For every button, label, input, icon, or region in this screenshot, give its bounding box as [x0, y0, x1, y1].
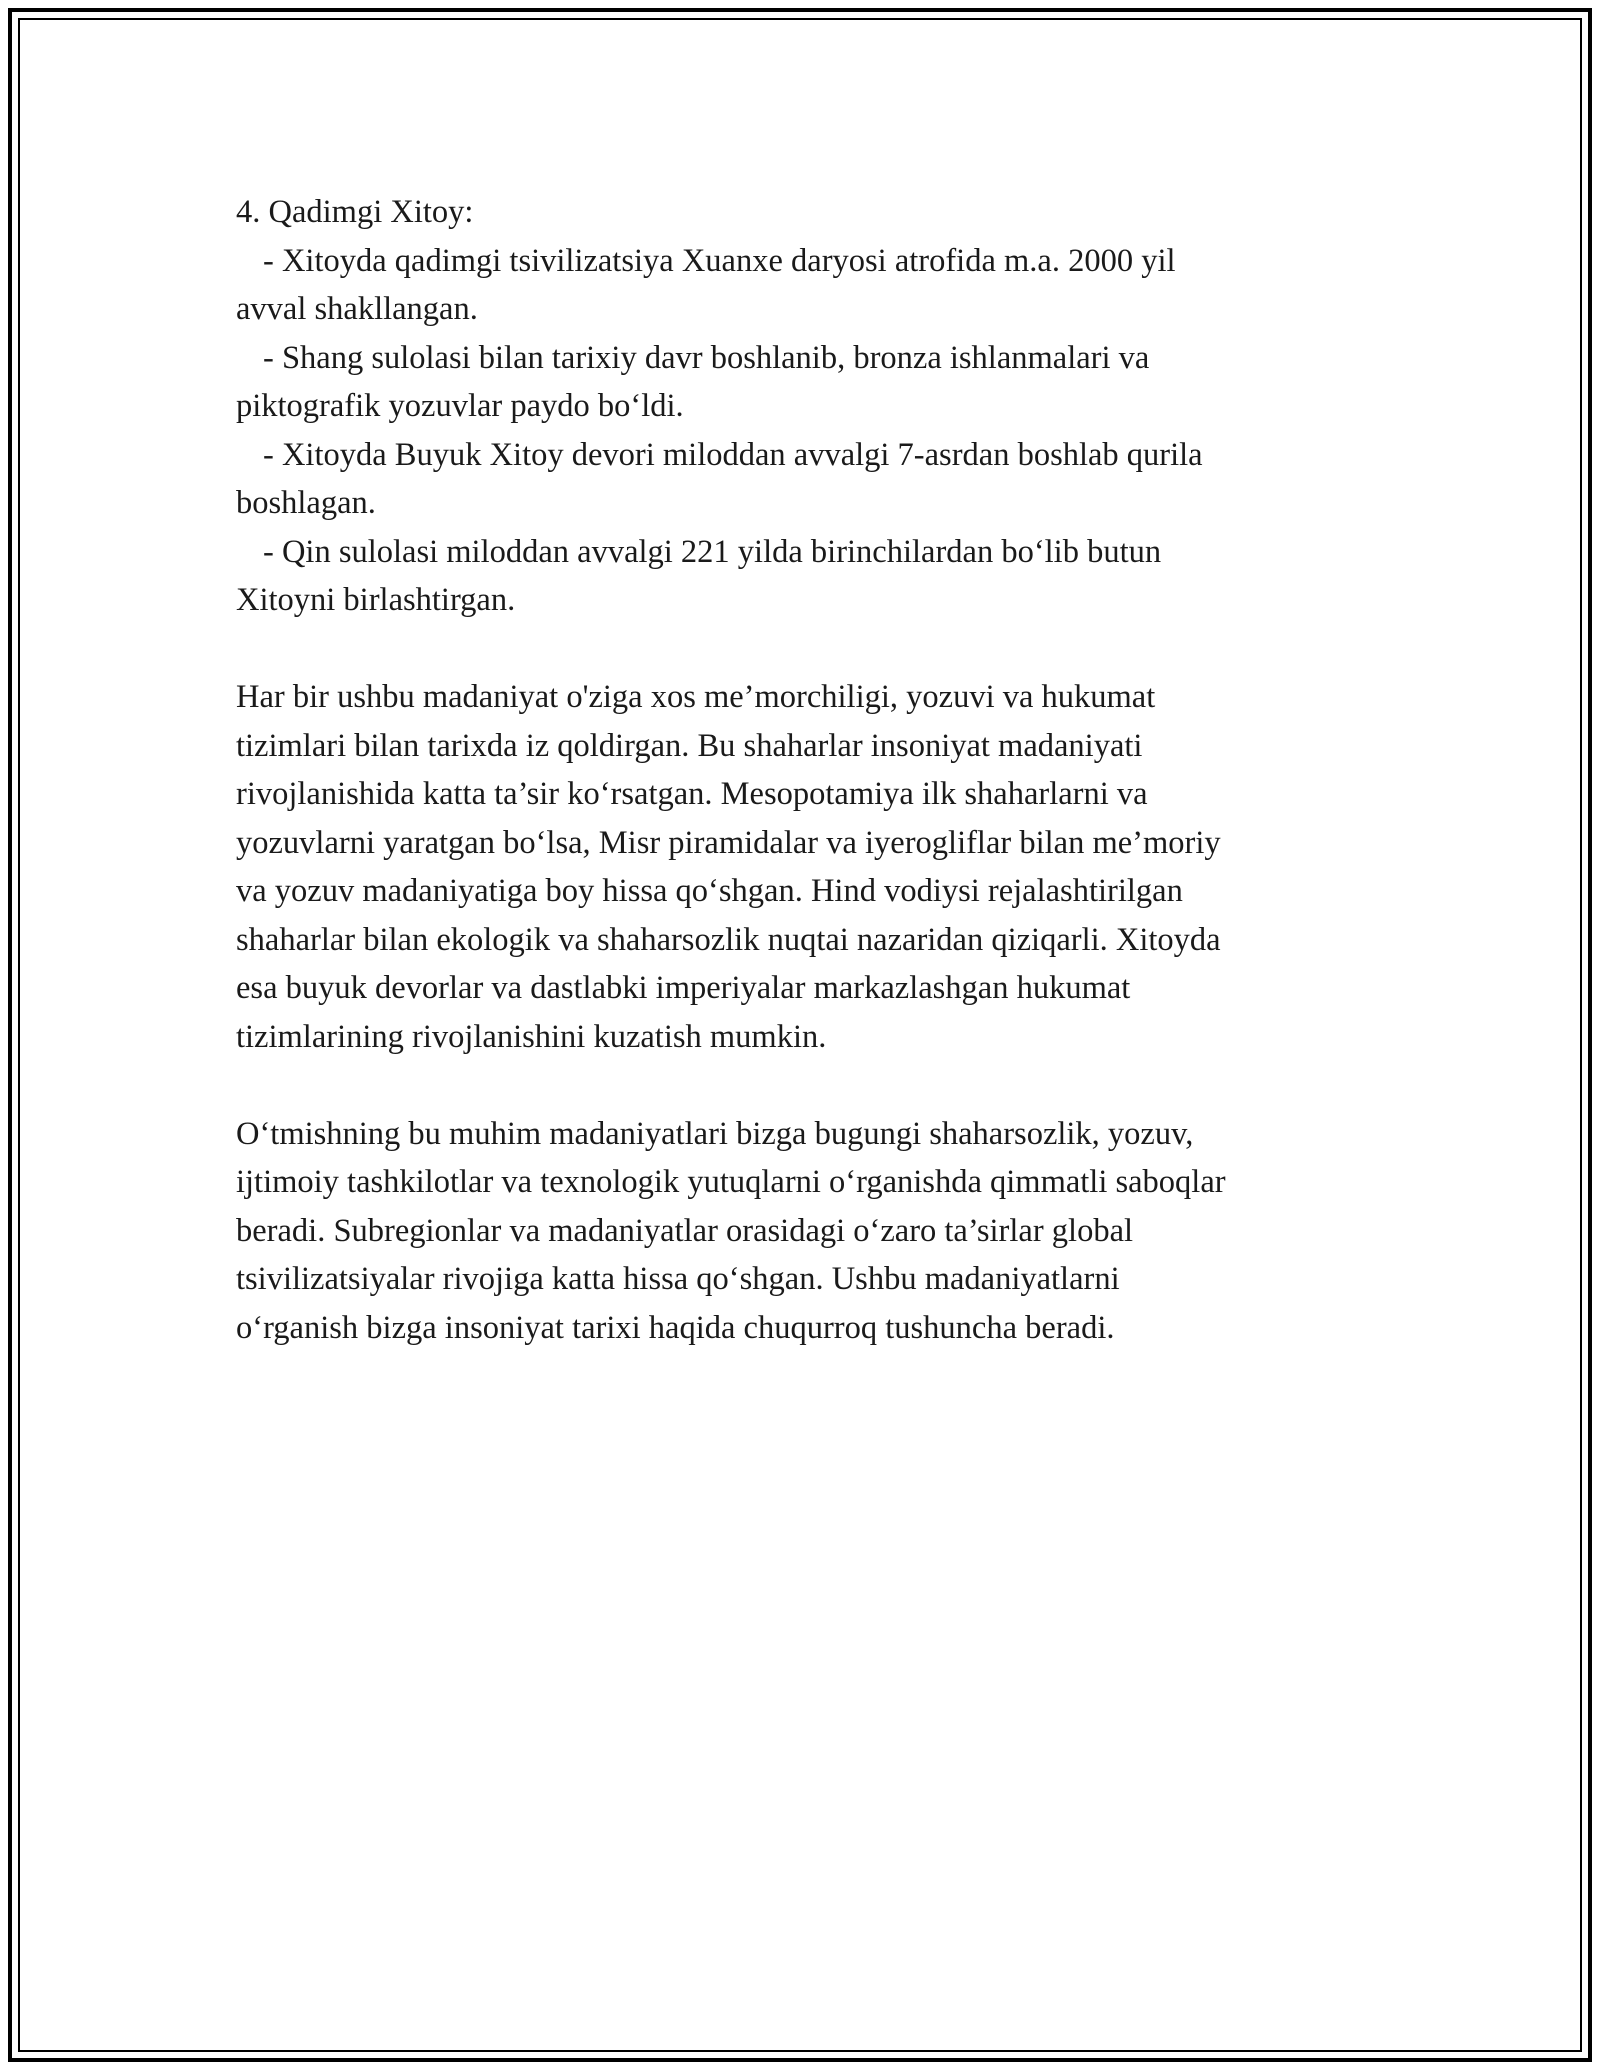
paragraph-line: O‘tmishning bu muhim madaniyatlari bizga bugungi shaharsozlik, yozuv, — [236, 1115, 1194, 1152]
paragraph-summary — [236, 673, 1366, 1061]
bullet-item — [236, 237, 1366, 334]
bullet-line: piktografik yozuvlar paydo bo‘ldi. — [236, 388, 684, 424]
paragraph-line: Har bir ushbu madaniyat o'ziga xos me’morchiligi, yozuvi va hukumat — [236, 679, 1156, 715]
bullet-line: - Xitoyda qadimgi tsivilizatsiya Xuanxe daryosi atrofida m.a. 2000 yil — [263, 242, 1176, 279]
paragraph-line: yozuvlarni yaratgan bo‘lsa, Misr piramidalar va iyerogliflar bilan me’moriy — [236, 824, 1221, 861]
paragraph-line: tizimlarining rivojlanishini kuzatish mumkin. — [236, 1018, 827, 1055]
paragraph-line: shaharlar bilan ekologik va shaharsozlik nuqtai nazaridan qiziqarli. Xitoyda — [236, 921, 1221, 958]
bullet-line: boshlagan. — [236, 485, 376, 521]
paragraph-line: rivojlanishida katta ta’sir ko‘rsatgan. Mesopotamiya ilk shaharlarni va — [236, 776, 1148, 812]
paragraph-spacer — [236, 1061, 1366, 1110]
bullet-item — [236, 431, 1366, 528]
paragraph-line: va yozuv madaniyatiga boy hissa qo‘shgan. Hind vodiysi rejalashtirilgan — [236, 873, 1183, 909]
paragraph-line: o‘rganish bizga insoniyat tarixi haqida chuqurroq tushuncha beradi. — [236, 1309, 1115, 1346]
bullet-item — [236, 334, 1366, 431]
section-china — [236, 188, 1366, 625]
document-body — [236, 188, 1366, 1352]
bullet-item — [236, 528, 1366, 625]
paragraph-line: beradi. Subregionlar va madaniyatlar orasidagi o‘zaro ta’sirlar global — [236, 1212, 1134, 1249]
bullet-line: - Qin sulolasi miloddan avvalgi 221 yilda birinchilardan bo‘lib butun — [263, 533, 1162, 570]
paragraph-spacer — [236, 625, 1366, 674]
bullet-line: - Shang sulolasi bilan tarixiy davr boshlanib, bronza ishlanmalari va — [263, 339, 1150, 376]
paragraph-line: tsivilizatsiyalar rivojiga katta hissa qo‘shgan. Ushbu madaniyatlarni — [236, 1261, 1120, 1297]
paragraph-line: esa buyuk devorlar va dastlabki imperiyalar markazlashgan hukumat — [236, 970, 1131, 1006]
bullet-line: - Xitoyda Buyuk Xitoy devori miloddan avvalgi 7-asrdan boshlab qurila — [263, 436, 1203, 473]
section-heading: 4. Qadimgi Xitoy: — [236, 194, 474, 230]
paragraph-line: tizimlari bilan tarixda iz qoldirgan. Bu shaharlar insoniyat madaniyati — [236, 727, 1143, 764]
paragraph-line: ijtimoiy tashkilotlar va texnologik yutuqlarni o‘rganishda qimmatli saboqlar — [236, 1164, 1226, 1200]
paragraph-conclusion — [236, 1110, 1366, 1353]
bullet-line: avval shakllangan. — [236, 291, 478, 327]
bullet-line: Xitoyni birlashtirgan. — [236, 582, 516, 618]
